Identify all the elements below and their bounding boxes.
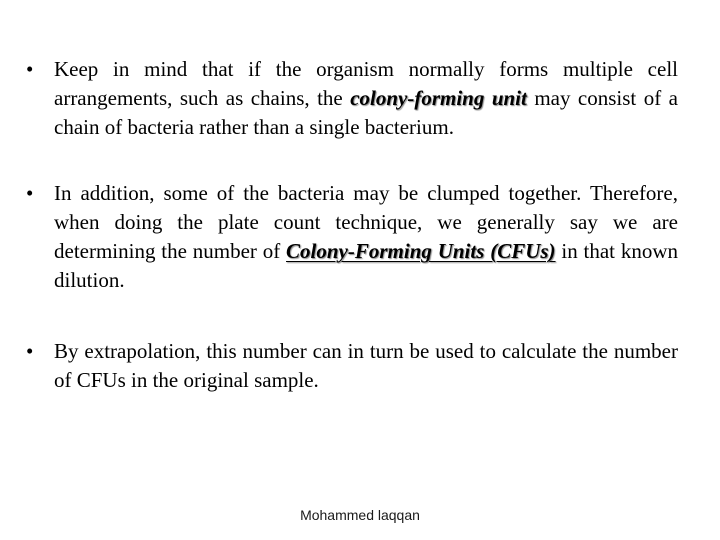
- bullet-text-part: in that known dilution.: [54, 239, 678, 292]
- emphasized-term: colony-forming unit: [350, 86, 527, 110]
- bullet-item: [26, 179, 678, 295]
- emphasized-term: Colony-Forming Units (CFUs): [286, 239, 556, 263]
- bullet-marker: •: [26, 57, 34, 81]
- bullet-text-part: In addition, some of the bacteria may be clumped together. Therefore, when doing the plate count technique, we generally say we are determining the number of: [54, 181, 678, 263]
- bullet-text-part: Keep in mind that if the organism normally forms multiple cell arrangements, such as chains, the: [54, 57, 678, 110]
- bullet-item: [26, 55, 678, 142]
- bullet-text-part: may consist of a chain of bacteria rather than a single bacterium.: [54, 86, 678, 139]
- bullet-text: By extrapolation, this number can in turn be used to calculate the number of CFUs in the original sample.: [54, 339, 678, 392]
- bullet-text: [54, 179, 678, 295]
- bullet-item: [26, 337, 678, 395]
- bullet-marker: •: [26, 181, 34, 205]
- bullet-text: [54, 55, 678, 142]
- footer-author: Mohammed laqqan: [300, 507, 420, 523]
- bullet-marker: •: [26, 339, 34, 363]
